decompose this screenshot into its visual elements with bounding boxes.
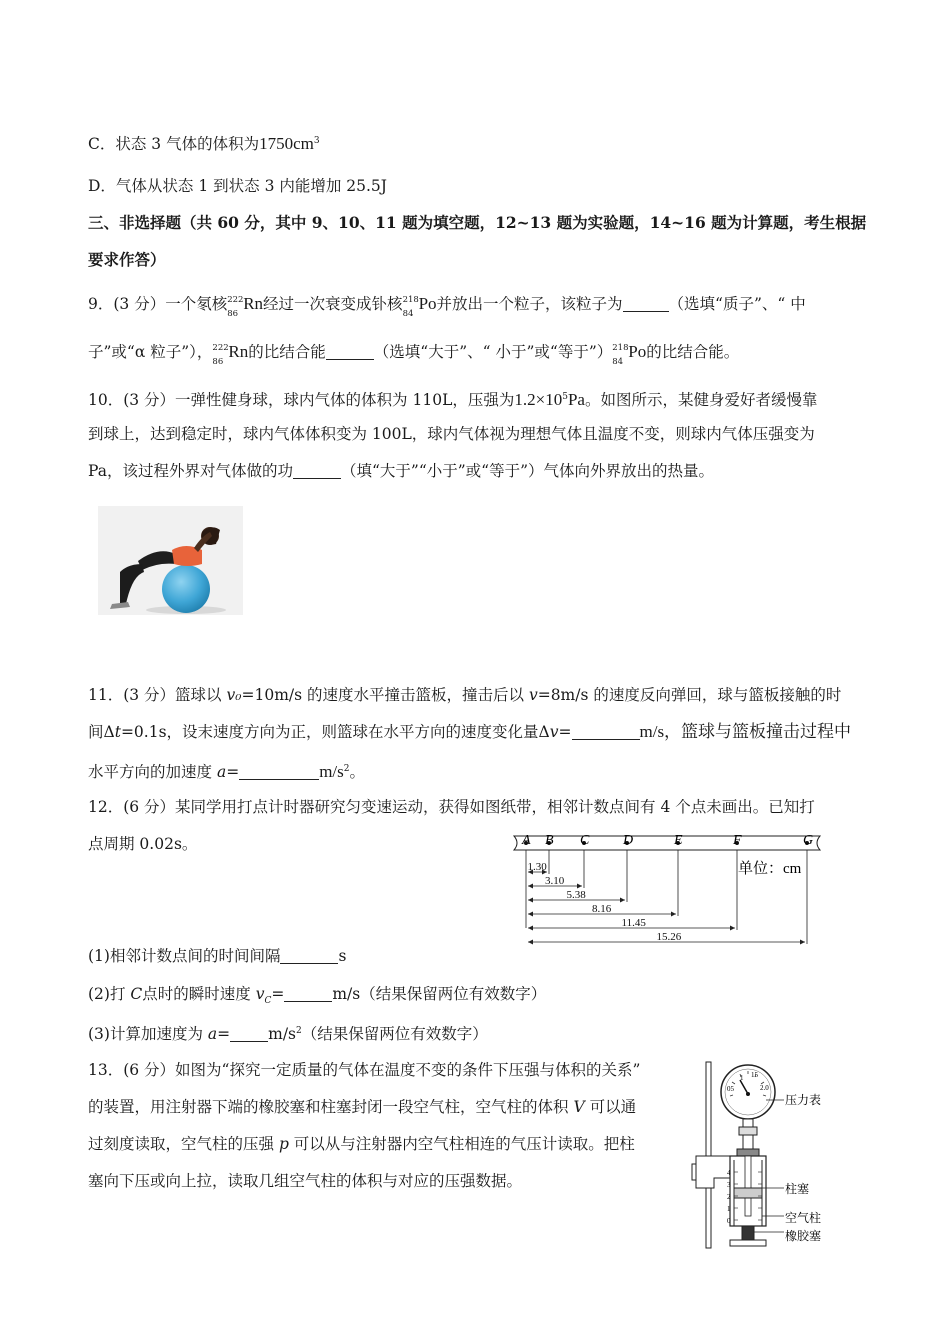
po-atomic: 84 [402,309,414,319]
po-symbol: Po [628,342,647,361]
tape-point-D: D [623,833,634,848]
q13-line3 [88,1134,635,1154]
q12-sub1 [88,946,346,966]
q12-text: = [271,985,285,1003]
tape-distance-label: 5.38 [566,889,586,901]
label-rubber-stopper: 橡胶塞 [785,1229,822,1243]
q12-blank-1[interactable] [280,947,338,964]
q9-blank-1[interactable] [623,295,669,312]
q13-line1: 13．(6 分）如图为“探究一定质量的气体在温度不变的条件下压强与体积的关系” [88,1061,641,1079]
q13-text: 可以从与注射器内空气柱相连的气压计读取。把柱 [288,1135,635,1153]
tape-distance-label: 15.26 [656,931,682,943]
q11-text: m/s，篮球与篮板撞击过程中 [639,722,852,741]
tape-distance-label: 8.16 [592,903,612,915]
gauge-label-05: 05 [727,1085,734,1093]
po-mass: 218 [402,295,419,305]
q12-blank-3[interactable] [230,1025,268,1042]
tape-point-E: E [674,833,683,848]
q10-line1 [88,387,817,410]
q12-text: (3)计算加速度为 [88,1025,208,1044]
stand-rod [706,1062,711,1248]
tape-point-C: C [580,833,590,848]
tape-arrow-left [528,926,533,931]
q12-line1: 12．(6 分）某同学用打点计时器研究匀变速运动，获得如图纸带，相邻计数点间有 4 个点未画出。已知打 [88,798,815,816]
scale-1: 1 [727,1205,731,1213]
option-c-value: 1750cm [259,134,314,154]
fitness-ball-photo [98,506,243,615]
plunger-rod [745,1156,751,1216]
scale-0: 0 [727,1217,731,1225]
q13-p: p [278,1135,289,1153]
rn-symbol: Rn [228,342,249,361]
tape-point-B: B [545,833,554,848]
q11-a: a [216,763,227,782]
q13-text: 的装置，用注射器下端的橡胶塞和柱塞封闭一段空气柱，空气柱的体积 [88,1098,574,1116]
rn-nuclide [212,342,249,367]
label-plunger: 柱塞 [785,1182,810,1196]
scale-3: 3 [727,1181,731,1189]
tape-arrow-left [528,898,533,903]
po-nuclide [612,342,647,367]
q9-text: 9．(3 分）一个氡核 [88,295,228,313]
q10-blank-2[interactable] [293,462,341,479]
section3-heading-line1: 三、非选择题（共 60 分，其中 9、10、11 题为填空题，12~13 题为实验题，14~16 题为计算题，考生根据 [88,213,867,232]
tape-point-G: G [803,833,814,848]
q12-text: (1)相邻计数点间的时间间隔 [88,947,281,965]
rn-atomic: 86 [212,357,224,367]
q11-text: =8m/s 的速度反向弹回，球与篮板接触的时 [537,686,842,704]
q12-text: = [217,1025,231,1044]
q11-v0: v₀ [226,686,242,704]
q9-text: （选填“质子”、“ 中 [668,295,806,313]
po-symbol: Po [418,294,437,313]
tape-distance-label: 11.45 [621,917,646,929]
q12-v: v [255,985,265,1003]
q11-unit: m/s [319,762,344,782]
clamp [696,1156,730,1188]
q12-blank-2[interactable] [284,985,332,1002]
option-c-sup: 3 [313,136,320,146]
tape-point-A: A [522,833,531,848]
q10-line3 [88,461,714,481]
gas-law-apparatus [690,1060,840,1250]
tape-arrow-right [800,940,805,945]
q11-text: =0.1s，设末速度方向为正，则篮球在水平方向的速度变化量Δ [120,723,550,741]
rn-mass: 222 [212,343,229,353]
po-mass: 218 [612,343,629,353]
q11-text: 。 [349,763,365,782]
scale-4: 4 [727,1169,731,1177]
tape-arrow-right [577,884,582,889]
tape-unit-label: 单位：cm [738,861,802,877]
q12-sub3 [88,1021,488,1044]
q12-unit: m/s [268,1025,297,1044]
q9-text: 并放出一个粒子，该粒子为 [436,295,623,313]
q11-text: =10m/s 的速度水平撞击篮板，撞击后以 [241,686,529,704]
q11-line1 [88,685,841,705]
tape-arrow-left [528,884,533,889]
rn-nuclide [227,294,264,319]
q9-line1 [88,294,806,319]
q11-unit-sup: 2 [343,764,350,774]
q9-text: 的比结合能 [248,343,326,361]
q13-text: 可以通 [584,1098,637,1116]
q11-line3 [88,759,365,782]
q12-text: s [338,947,347,965]
q9-text: 经过一次衰变成钋核 [263,295,403,313]
q11-blank-2[interactable] [239,763,319,780]
gauge-label-15: 15 [751,1071,758,1079]
paper-tape-diagram [508,830,828,943]
tape-point-F: F [733,833,742,848]
q11-blank-1[interactable] [572,723,640,740]
paper-tape-svg [508,830,828,943]
q12-v-sub: C [264,996,272,1007]
tape-arrow-left [528,912,533,917]
tape-distance-label: 1.30 [527,861,547,873]
tape-arrow-right [730,926,735,931]
q11-line2 [88,722,851,742]
gauge-label-1: 1 [740,1074,744,1082]
q10-line2: 到球上，达到稳定时，球内气体体积变为 100L，球内气体视为理想气体且温度不变，则球内气体压强变为 [88,425,815,443]
tape-arrow-left [528,940,533,945]
rn-atomic: 86 [227,309,239,319]
q9-line2 [88,342,740,367]
q13-line4: 塞向下压或向上拉，读取几组空气柱的体积与对应的压强数据。 [88,1172,523,1190]
fitness-ball-illustration [98,506,243,615]
q11-text: 11．(3 分）篮球以 [88,686,227,704]
rn-symbol: Rn [243,294,264,313]
q12-text: （结果保留两位有效数字） [301,1025,488,1044]
q10-pressure: 1.2×10 [514,390,563,410]
q9-blank-2[interactable] [326,343,374,360]
q10-text: 10．(3 分）一弹性健身球，球内气体的体积为 110L，压强为 [88,391,515,410]
clamp-knob [692,1164,696,1180]
tape-arrow-right [620,898,625,903]
q12-a: a [207,1025,218,1044]
q9-text: （选填“大于”、“ 小于”或“等于”） [373,343,613,361]
q11-v: v [549,723,559,741]
q11-v: v [528,686,538,704]
q10-text: 。如图所示，某健身爱好者缓慢靠 [584,391,818,410]
po-nuclide [402,294,437,319]
q9-text: 子”或“α 粒子”）， [88,343,213,361]
q11-text: = [558,723,572,741]
q11-text: 间Δ [88,723,115,741]
q10-text: Pa，该过程外界对气体做的功 [88,462,293,480]
po-atomic: 84 [612,357,624,367]
label-air-column: 空气柱 [785,1211,822,1225]
label-gauge: 压力表 [785,1093,822,1107]
option-c-text: C．状态 3 气体的体积为 [88,135,260,154]
q10-pressure-exp: 5 [562,392,568,402]
q11-text: = [226,763,240,782]
option-c [88,131,320,154]
q13-line2 [88,1097,636,1117]
q12-text: 点时的瞬时速度 [142,985,256,1003]
section3-heading-line2: 要求作答） [88,250,166,269]
q12-text: (2)打 [88,985,131,1003]
q10-pressure-unit: Pa [567,390,585,410]
option-d: D．气体从状态 1 到状态 3 内能增加 25.5J [88,177,388,195]
tape-arrow-right [671,912,676,917]
scale-2: 2 [727,1193,731,1201]
plunger [734,1188,762,1198]
q12-text: m/s（结果保留两位有效数字） [332,985,547,1003]
q13-text: 过刻度读取，空气柱的压强 [88,1135,279,1153]
q10-text: （填“大于”“小于”或“等于”）气体向外界放出的热量。 [340,462,715,480]
q9-text: 的比结合能。 [646,343,740,361]
gauge-label-2: 2.0 [760,1084,769,1092]
rn-mass: 222 [227,295,244,305]
rubber-stopper [742,1226,754,1240]
q12-sub2 [88,984,546,1011]
q13-V: V [573,1098,585,1116]
q12-point-c: C [130,985,143,1003]
tape-distance-label: 3.10 [545,875,565,887]
q11-text: 水平方向的加速度 [88,763,217,782]
apparatus-svg [690,1060,840,1250]
q11-t: t [114,723,121,741]
q12-unit-sup: 2 [296,1026,302,1036]
q12-line2: 点周期 0.02s。 [88,835,198,853]
